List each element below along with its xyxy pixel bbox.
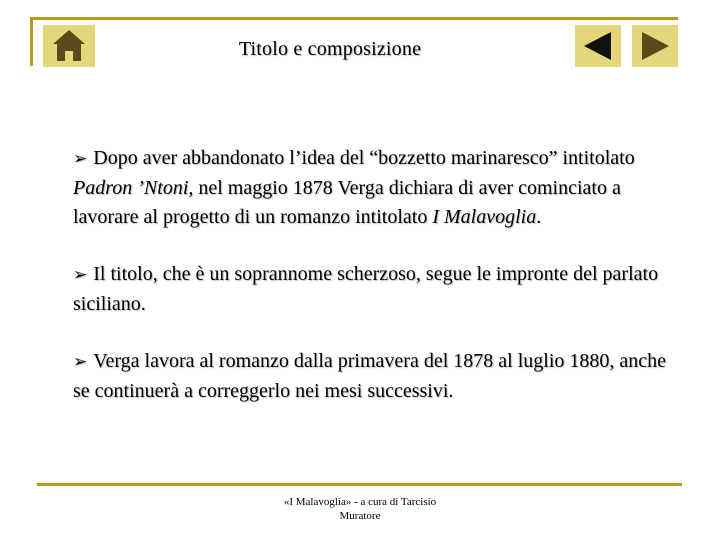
arrow-right-icon	[632, 25, 678, 67]
work-title-padron-ntoni: Padron ’Ntoni	[73, 177, 189, 199]
paragraph-text: Il titolo, che è un soprannome scherzoso, segue le impronte del parlato siciliano.	[73, 263, 659, 315]
work-title-i-malavoglia: I Malavoglia	[432, 206, 537, 228]
slide-content	[73, 144, 683, 406]
header-top-rule	[30, 17, 678, 20]
paragraph-text: .	[536, 206, 542, 228]
header-left-rule	[30, 17, 33, 66]
paragraph-text: Verga lavora al romanzo dalla primavera del 1878 al luglio 1880, anche se continuerà a correggerlo nei mesi successivi.	[73, 350, 667, 402]
bullet-paragraph-2	[73, 260, 683, 319]
footer-rule	[37, 483, 682, 486]
bullet-arrow-icon: ➢	[73, 352, 88, 372]
next-slide-button[interactable]	[632, 25, 678, 67]
paragraph-text: Dopo aver abbandonato l’idea del “bozzetto marinaresco” intitolato	[93, 147, 635, 169]
bullet-paragraph-1	[73, 144, 683, 232]
footer-credit: «I Malavoglia» - a cura di Tarcisio Muratore	[283, 496, 437, 522]
arrow-left-icon	[575, 25, 621, 67]
previous-slide-button[interactable]	[575, 25, 621, 67]
page-title: Titolo e composizione	[238, 38, 422, 60]
home-button[interactable]	[43, 25, 95, 67]
bullet-arrow-icon: ➢	[73, 265, 88, 285]
bullet-paragraph-3	[73, 347, 683, 406]
paragraph-text: , nel maggio 1878 Verga dichiara di aver cominciato a lavorare al progetto di un romanzo intitolato	[73, 177, 621, 228]
home-icon	[43, 25, 95, 67]
bullet-arrow-icon: ➢	[73, 149, 88, 169]
